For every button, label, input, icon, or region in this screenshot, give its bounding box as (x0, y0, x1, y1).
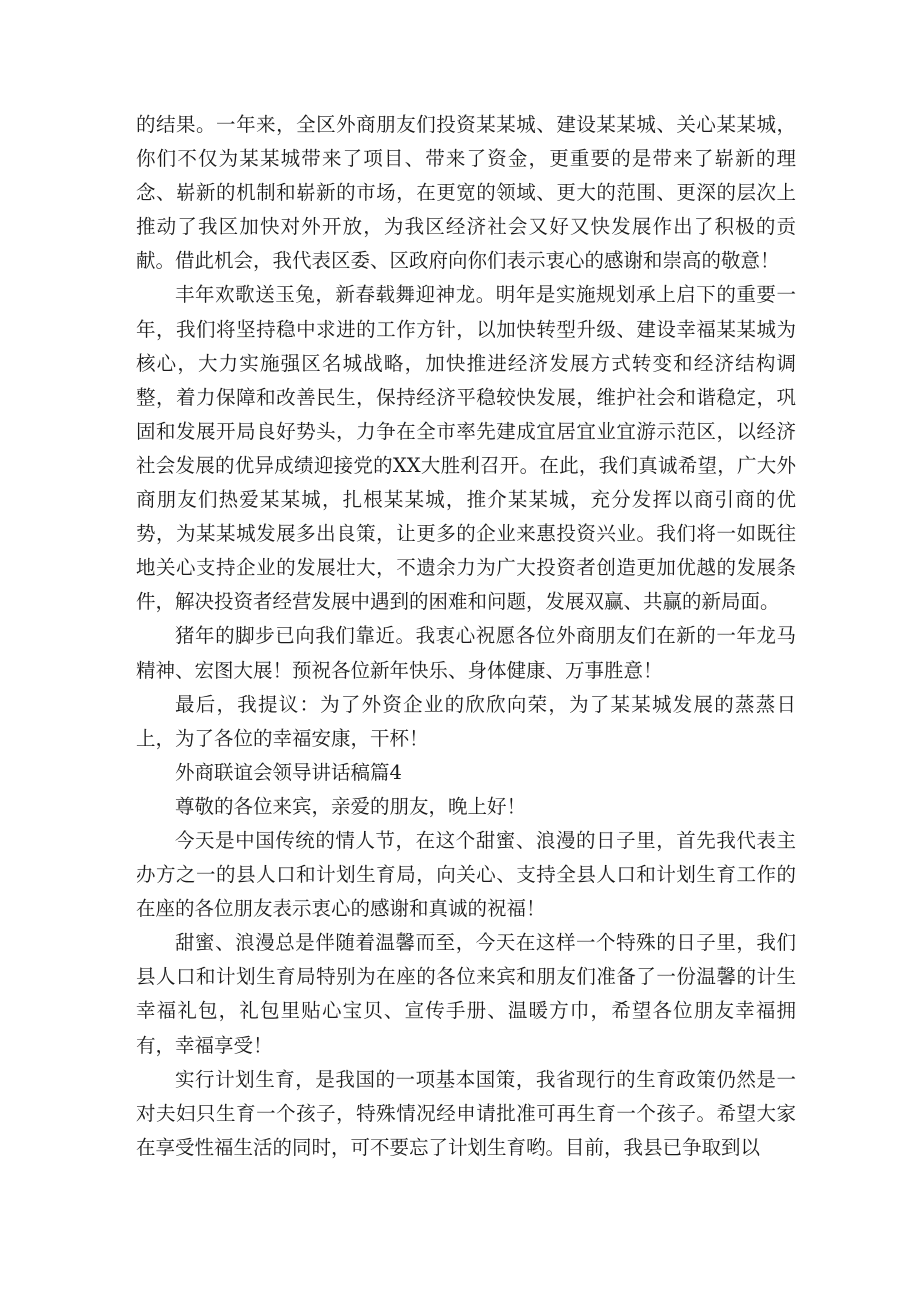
paragraph-6: 甜蜜、浪漫总是伴随着温馨而至，今天在这样一个特殊的日子里，我们县人口和计划生育局特别为在座的各位来宾和朋友们准备了一份温馨的计生幸福礼包，礼包里贴心宝贝、宣传手册、温暖方巾，希望各位朋友幸福拥有，幸福享受！ (136, 931, 796, 1057)
paragraph-5: 今天是中国传统的情人节，在这个甜蜜、浪漫的日子里，首先我代表主办方之一的县人口和计划生育局，向关心、支持全县人口和计划生育工作的在座的各位朋友表示衷心的感谢和真诚的祝福！ (136, 828, 796, 921)
paragraph-7: 实行计划生育，是我国的一项基本国策，我省现行的生育政策仍然是一对夫妇只生育一个孩子，特殊情况经申请批准可再生育一个孩子。希望大家在享受性福生活的同时，可不要忘了计划生育哟。目前，我县已争取到以 (136, 1067, 796, 1159)
paragraph-2: 丰年欢歌送玉兔，新春载舞迎神龙。明年是实施规划承上启下的重要一年，我们将坚持稳中求进的工作方针，以加快转型升级、建设幸福某某城为核心，大力实施强区名城战略，加快推进经济发展方式转变和经济结构调整，着力保障和改善民生，保持经济平稳较快发展，维护社会和谐稳定，巩固和发展开局良好势头，力争在全市率先建成宜居宜业宜游示范区，以经济社会发展的优异成绩迎接党的XX大胜利召开。在此，我们真诚希望，广大外商朋友们热爱某某城，扎根某某城，推介某某城，充分发挥以商引商的优势，为某某城发展多出良策，让更多的企业来惠投资兴业。我们将一如既往地关心支持企业的发展壮大，不遗余力为广大投资者创造更加优越的发展条件，解决投资者经营发展中遇到的困难和问题，发展双赢、共赢的新局面。 (136, 283, 796, 614)
paragraph-3: 猪年的脚步已向我们靠近。我衷心祝愿各位外商朋友们在新的一年龙马精神、宏图大展！预祝各位新年快乐、身体健康、万事胜意！ (136, 624, 796, 682)
section-heading: 外商联谊会领导讲话稿篇4 (175, 760, 402, 784)
paragraph-4: 最后，我提议：为了外资企业的欣欣向荣，为了某某城发展的蒸蒸日上，为了各位的幸福安康，干杯！ (136, 692, 796, 750)
salutation: 尊敬的各位来宾，亲爱的朋友，晚上好！ (175, 794, 527, 818)
paragraph-1: 的结果。一年来，全区外商朋友们投资某某城、建设某某城、关心某某城，你们不仅为某某城带来了项目、带来了资金，更重要的是带来了崭新的理念、崭新的机制和崭新的市场，在更宽的领域、更大的范围、更深的层次上推动了我区加快对外开放，为我区经济社会又好又快发展作出了积极的贡献。借此机会，我代表区委、区政府向你们表示衷心的感谢和崇高的敬意！ (136, 113, 796, 273)
document-page (136, 108, 796, 1165)
